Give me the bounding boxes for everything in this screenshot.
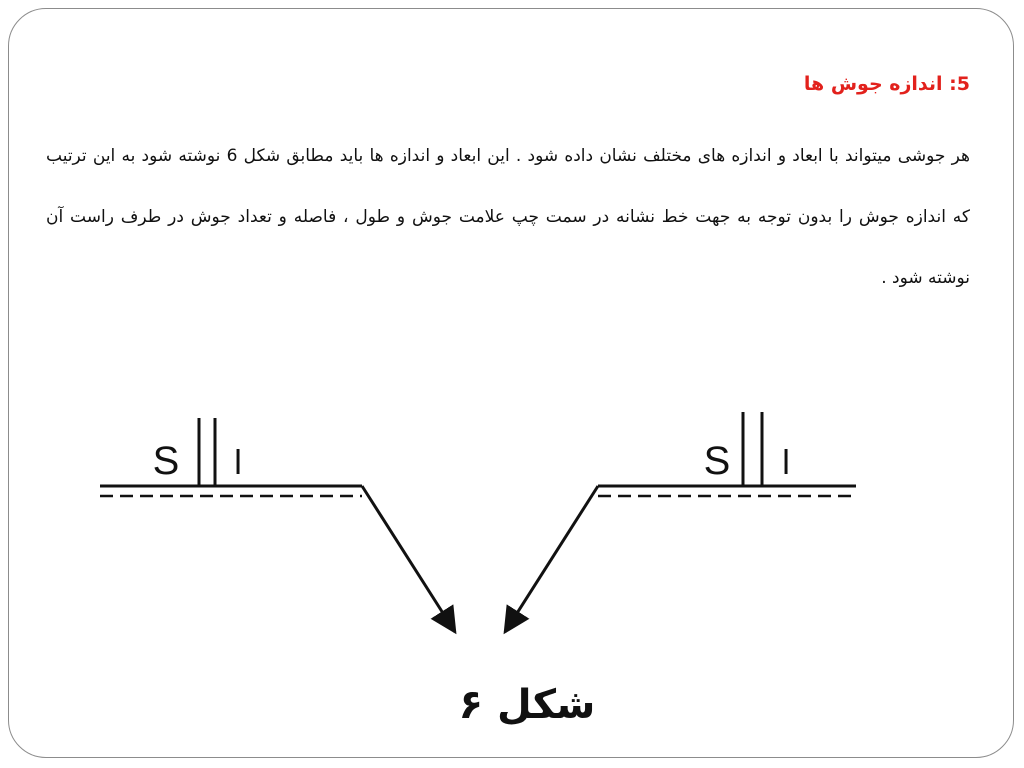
weld-symbol-figure xyxy=(0,380,1024,750)
left-weld-symbol xyxy=(100,418,455,632)
right-size-label: S xyxy=(703,439,731,483)
body-paragraph: هر جوشی میتواند با ابعاد و اندازه های مختلف نشان داده شود . این ابعاد و اندازه ها باید مطابق شکل 6 نوشته شود به این ترتیب که اندازه جوش را بدون توجه به جهت خط نشانه در سمت چپ علامت جوش و طول ، فاصله و تعداد جوش در طرف راست آن نوشته شود . xyxy=(46,146,970,288)
slide-heading: 5: اندازه جوش ها xyxy=(803,73,970,95)
right-weld-symbol xyxy=(505,412,856,632)
left-size-label: S xyxy=(152,439,180,483)
left-length-label: l xyxy=(234,444,242,482)
right-length-label: l xyxy=(782,444,790,482)
right-arrow-leader xyxy=(505,486,598,632)
weld-symbol-diagram xyxy=(0,380,1024,750)
left-arrow-leader xyxy=(362,486,455,632)
slide-body xyxy=(46,126,970,309)
figure-caption: شکل ۶ xyxy=(458,682,596,728)
